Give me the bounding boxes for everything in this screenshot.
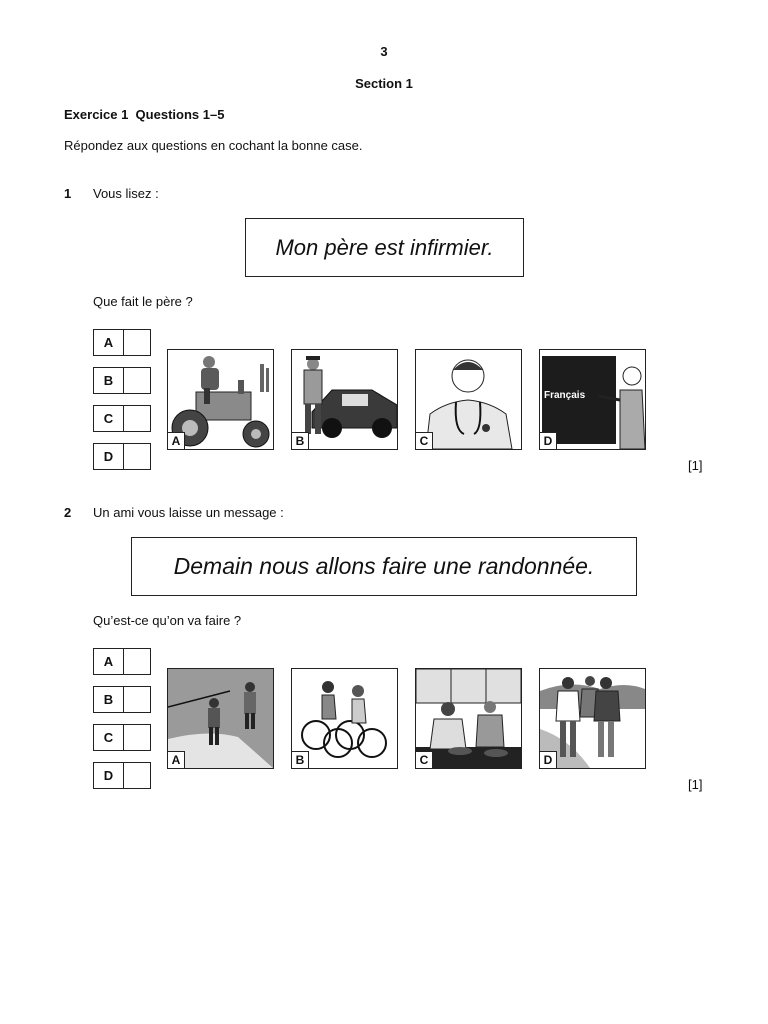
option-letter: D (94, 763, 124, 788)
picture-letter: C (416, 432, 433, 449)
q1-picture-a (167, 349, 274, 450)
q1-option-a-box[interactable] (93, 329, 151, 356)
q2-picture-c (415, 668, 522, 769)
q1-option-b-box[interactable] (93, 367, 151, 394)
q2-option-b-checkbox[interactable] (124, 687, 150, 712)
q2-picture-d (539, 668, 646, 769)
q2-picture-b (291, 668, 398, 769)
question-1-message: Mon père est infirmier. (275, 234, 494, 260)
option-letter: B (94, 687, 124, 712)
q1-option-a-checkbox[interactable] (124, 330, 150, 355)
instruction-text: Répondez aux questions en cochant la bonne case. (64, 138, 363, 153)
question-2-message: Demain nous allons faire une randonnée. (173, 553, 595, 579)
picture-letter: B (292, 432, 309, 449)
picture-letter: B (292, 751, 309, 768)
q1-option-d-checkbox[interactable] (124, 444, 150, 469)
q1-picture-c (415, 349, 522, 450)
question-1-question: Que fait le père ? (93, 294, 193, 309)
question-2-message-box (131, 537, 637, 596)
option-letter: D (94, 444, 124, 469)
board-text: Français (544, 390, 586, 401)
q1-option-c-checkbox[interactable] (124, 406, 150, 431)
q2-option-d-box[interactable] (93, 762, 151, 789)
q1-option-b-checkbox[interactable] (124, 368, 150, 393)
option-letter: C (94, 406, 124, 431)
option-letter: A (94, 649, 124, 674)
exercise-title: Exercice 1 Questions 1–5 (64, 107, 225, 122)
picture-letter: C (416, 751, 433, 768)
option-letter: B (94, 368, 124, 393)
q1-picture-d (539, 349, 646, 450)
picture-letter: D (540, 751, 557, 768)
picture-letter: D (540, 432, 557, 449)
question-2-prompt: Un ami vous laisse un message : (93, 505, 284, 520)
q1-option-d-box[interactable] (93, 443, 151, 470)
question-1-message-box (245, 218, 524, 277)
q2-option-d-checkbox[interactable] (124, 763, 150, 788)
q2-picture-a (167, 668, 274, 769)
question-1-prompt: Vous lisez : (93, 186, 159, 201)
option-letter: C (94, 725, 124, 750)
picture-letter: A (168, 751, 185, 768)
question-2-marks: [1] (688, 777, 703, 792)
option-letter: A (94, 330, 124, 355)
page-number: 3 (380, 44, 388, 59)
question-2-number: 2 (64, 505, 72, 520)
q2-option-c-box[interactable] (93, 724, 151, 751)
question-1-number: 1 (64, 186, 72, 201)
q2-option-b-box[interactable] (93, 686, 151, 713)
section-title: Section 1 (355, 76, 413, 91)
q2-option-c-checkbox[interactable] (124, 725, 150, 750)
picture-letter: A (168, 432, 185, 449)
q2-option-a-box[interactable] (93, 648, 151, 675)
q2-option-a-checkbox[interactable] (124, 649, 150, 674)
q1-picture-b (291, 349, 398, 450)
question-2-question: Qu’est-ce qu’on va faire ? (93, 613, 242, 628)
q1-option-c-box[interactable] (93, 405, 151, 432)
question-1-marks: [1] (688, 458, 703, 473)
